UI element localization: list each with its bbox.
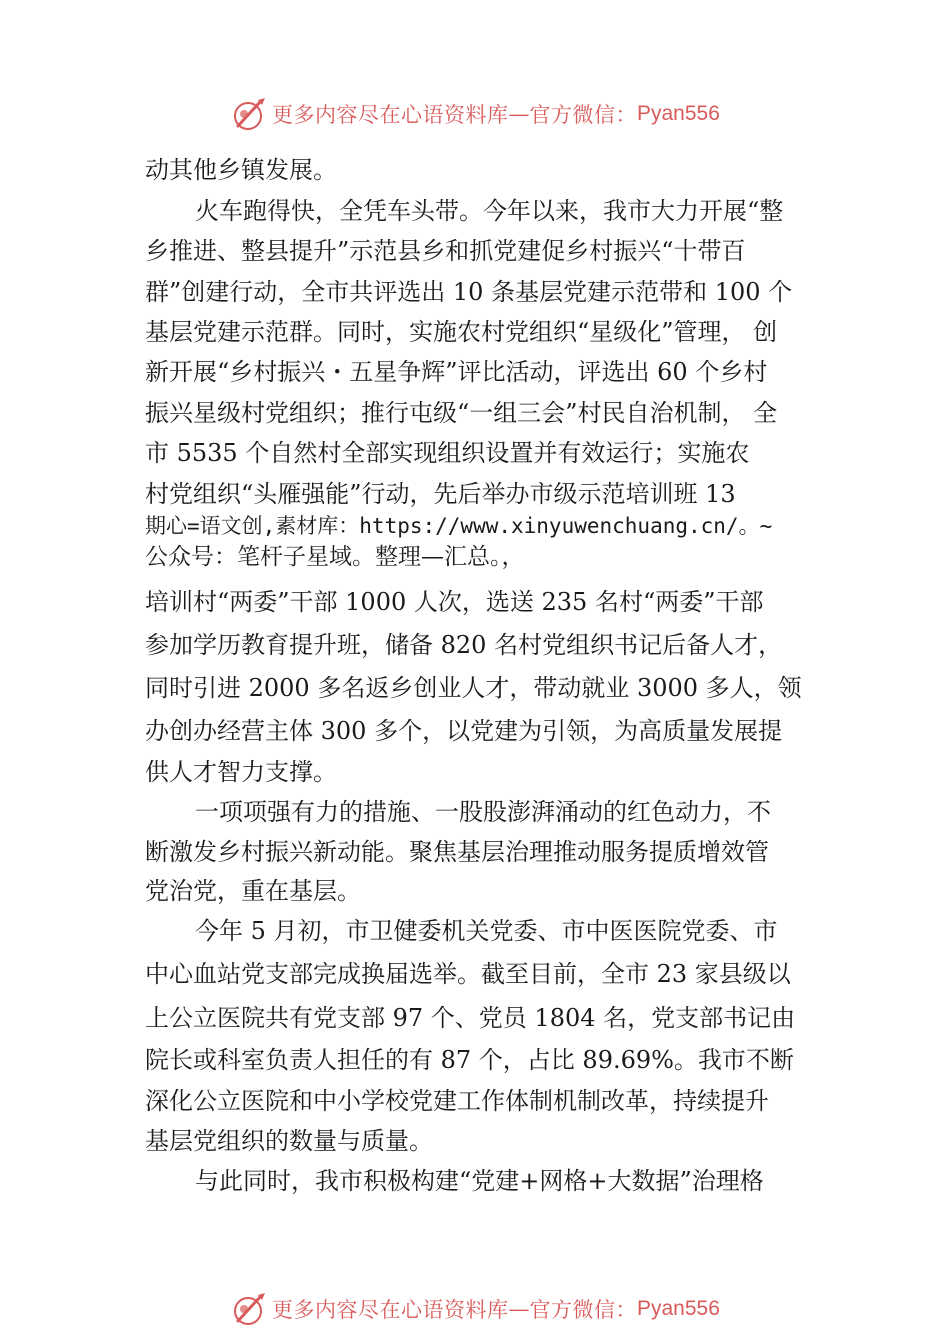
- banner-label: 官方微信：: [529, 1298, 637, 1322]
- text-line: 基层党组织的数量与质量。: [145, 1127, 433, 1155]
- text-line: 村党组织“头雁强能”行动，先后举办市级示范培训班 13: [145, 480, 736, 508]
- text-line: 参加学历教育提升班，储备 820 名村党组织书记后备人才，: [145, 631, 783, 659]
- text-line: 断激发乡村振兴新动能。聚焦基层治理推动服务提质增效管: [145, 838, 769, 866]
- text-line: 同时引进 2000 多名返乡创业人才，带动就业 3000 多人，领: [145, 674, 802, 702]
- text-line: 供人才智力支撑。: [145, 758, 337, 786]
- banner-wechat-id: Pyan556: [637, 1297, 720, 1320]
- banner-text: 更多内容尽在心语资料库: [272, 1298, 509, 1322]
- text-line: 公众号：笔杆子星域。整理—汇总。，: [145, 544, 525, 570]
- text-line: 中心血站党支部完成换届选举。截至目前，全市 23 家县级以: [145, 960, 791, 988]
- text-line: 深化公立医院和中小学校党建工作体制机制改革，持续提升: [145, 1087, 769, 1115]
- footer-banner: [232, 1291, 752, 1327]
- brush-logo-icon: [232, 1291, 268, 1327]
- text-line: 新开展“乡村振兴・五星争辉”评比活动，评选出 60 个乡村: [145, 358, 768, 386]
- text-line: 办创办经营主体 300 多个，以党建为引领，为高质量发展提: [145, 717, 783, 745]
- text-line: 一项项强有力的措施、一股股澎湃涌动的红色动力，不: [195, 798, 771, 826]
- text-line: 火车跑得快，全凭车头带。今年以来，我市大力开展“整: [195, 197, 784, 225]
- text-line: 今年 5 月初，市卫健委机关党委、市中医医院党委、市: [195, 917, 778, 945]
- banner-separator: —: [508, 1297, 530, 1321]
- text-line: 期心=语文创,素材库：https://www.xinyuwenchuang.cn/。~: [145, 514, 773, 538]
- banner-label: 官方微信：: [529, 103, 637, 127]
- text-line: 动其他乡镇发展。: [145, 156, 337, 184]
- banner-text: 更多内容尽在心语资料库: [272, 103, 509, 127]
- header-banner: [232, 96, 752, 132]
- text-line: 乡推进、整县提升”示范县乡和抓党建促乡村振兴“十带百: [145, 237, 746, 265]
- banner-separator: —: [508, 102, 530, 126]
- text-line: 基层党建示范群。同时，实施农村党组织“星级化”管理， 创: [145, 318, 778, 346]
- text-line: 培训村“两委”干部 1000 人次，选送 235 名村“两委”干部: [145, 588, 764, 616]
- text-line: 上公立医院共有党支部 97 个、党员 1804 名，党支部书记由: [145, 1004, 796, 1032]
- text-line: 与此同时，我市积极构建“党建+网格+大数据”治理格: [195, 1167, 764, 1195]
- text-line: 振兴星级村党组织；推行屯级“一组三会”村民自治机制， 全: [145, 399, 778, 427]
- text-line: 群”创建行动，全市共评选出 10 条基层党建示范带和 100 个: [145, 278, 793, 306]
- text-line: 市 5535 个自然村全部实现组织设置并有效运行；实施农: [145, 439, 750, 467]
- text-line: 党治党，重在基层。: [145, 877, 361, 905]
- text-line: 院长或科室负责人担任的有 87 个，占比 89.69%。我市不断: [145, 1046, 794, 1074]
- banner-wechat-id: Pyan556: [637, 102, 720, 125]
- brush-logo-icon: [232, 96, 268, 132]
